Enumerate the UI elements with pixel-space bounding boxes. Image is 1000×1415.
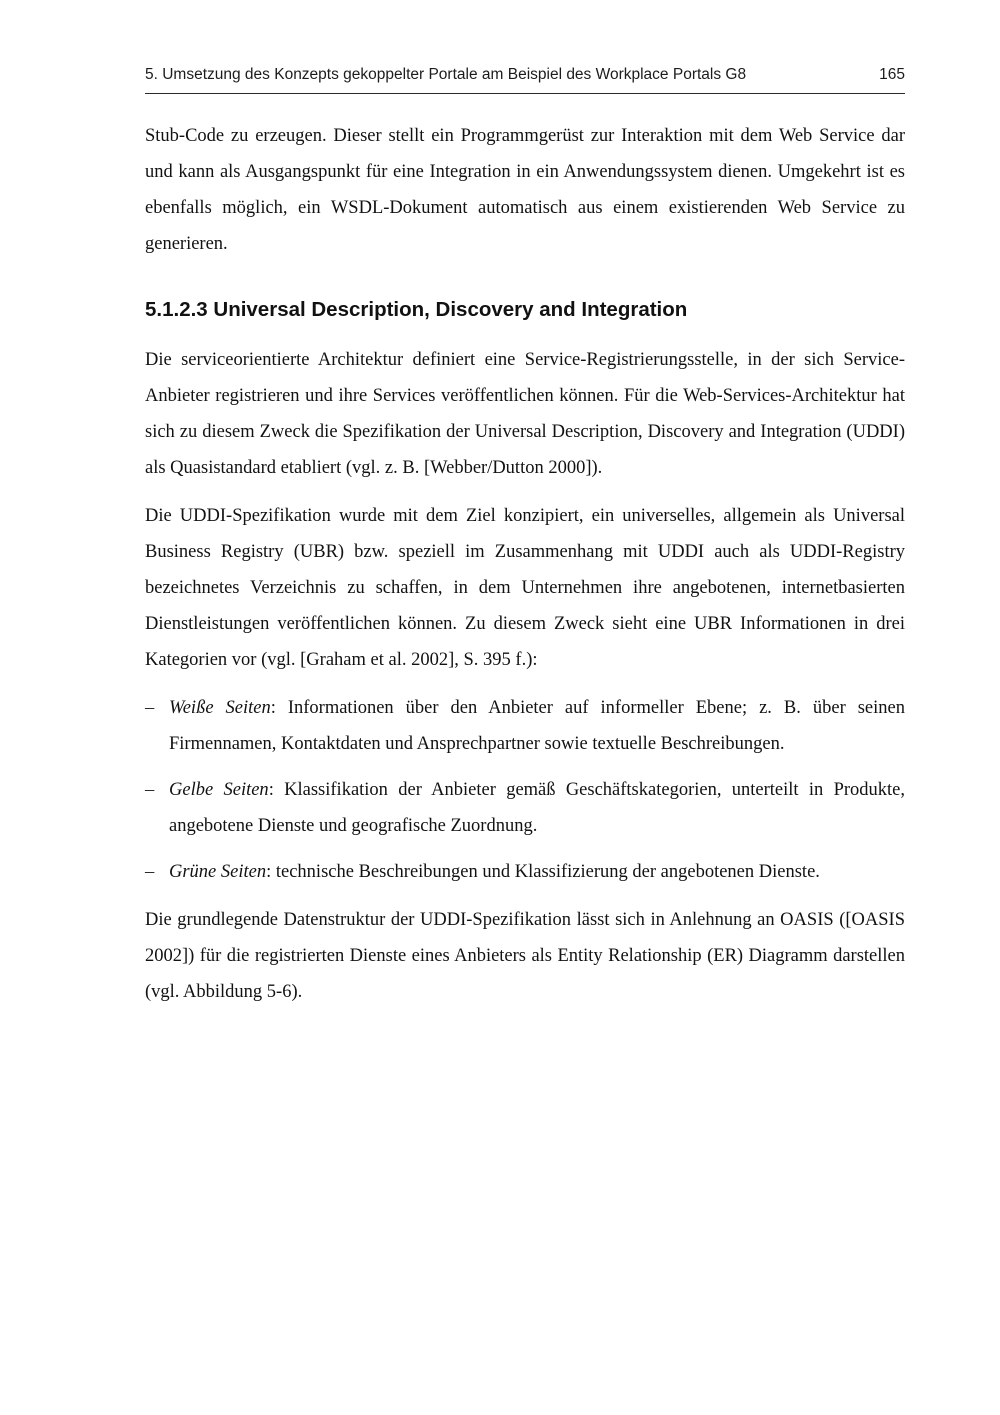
paragraph-stub-code: Stub-Code zu erzeugen. Dieser stellt ein Programmgerüst zur Interaktion mit dem Web Service dar und kann als Ausgangspunkt für eine Integration in ein Anwendungssystem dienen. Umgekehrt ist es ebenfalls möglich, ein WSDL-Dokument automatisch aus einem existierenden Web Service zu generieren.: [145, 126, 905, 254]
list-item: [145, 772, 905, 844]
list-text: : technische Beschreibungen und Klassifizierung der angebotenen Dienste.: [266, 862, 820, 882]
list-dash: –: [145, 780, 155, 800]
list-dash: –: [145, 862, 155, 882]
list-term: Gelbe Seiten: [169, 780, 269, 800]
header-title: 5. Umsetzung des Konzepts gekoppelter Portale am Beispiel des Workplace Portals G8: [145, 66, 747, 83]
list-term: Weiße Seiten: [169, 698, 271, 718]
page-body: [145, 118, 905, 1010]
page-header: [145, 66, 905, 94]
list-text: : Informationen über den Anbieter auf informeller Ebene; z. B. über seinen Firmennamen, Kontaktdaten und Ansprechpartner sowie textuelle Beschreibungen.: [169, 698, 905, 754]
paragraph-service-architecture: Die serviceorientierte Architektur definiert eine Service-Registrierungsstelle, in der sich Service-Anbieter registrieren und ihre Services veröffentlichen können. Für die Web-Services-Architektur hat sich zu diesem Zweck die Spezifikation der Universal Description, Discovery and Integration (UDDI) als Quasistandard etabliert (vgl. z. B. [Webber/Dutton 2000]).: [145, 350, 905, 478]
list-item: [145, 690, 905, 762]
category-list: [145, 690, 905, 890]
list-item-text: [169, 690, 905, 762]
page-number: 165: [879, 66, 905, 83]
list-item: [145, 854, 905, 890]
list-text: : Klassifikation der Anbieter gemäß Geschäftskategorien, unterteilt in Produkte, angebotene Dienste und geografische Zuordnung.: [169, 780, 905, 836]
list-item-text: [169, 854, 905, 890]
paragraph-datastructure: Die grundlegende Datenstruktur der UDDI-Spezifikation lässt sich in Anlehnung an OASIS ([OASIS 2002]) für die registrierten Dienste eines Anbieters als Entity Relationship (ER) Diagramm darstellen (vgl. Abbildung 5-6).: [145, 910, 905, 1002]
list-dash: –: [145, 698, 155, 718]
paragraph-uddi-spec: Die UDDI-Spezifikation wurde mit dem Ziel konzipiert, ein universelles, allgemein als Universal Business Registry (UBR) bzw. speziell im Zusammenhang mit UDDI auch als UDDI-Registry bezeichnetes Verzeichnis zu schaffen, in dem Unternehmen ihre angebotenen, internetbasierten Dienstleistungen veröffentlichen können. Zu diesem Zweck sieht eine UBR Informationen in drei Kategorien vor (vgl. [Graham et al. 2002], S. 395 f.):: [145, 506, 905, 670]
section-heading: 5.1.2.3 Universal Description, Discovery and Integration: [145, 298, 688, 321]
list-term: Grüne Seiten: [169, 862, 267, 882]
list-item-text: [169, 772, 905, 844]
